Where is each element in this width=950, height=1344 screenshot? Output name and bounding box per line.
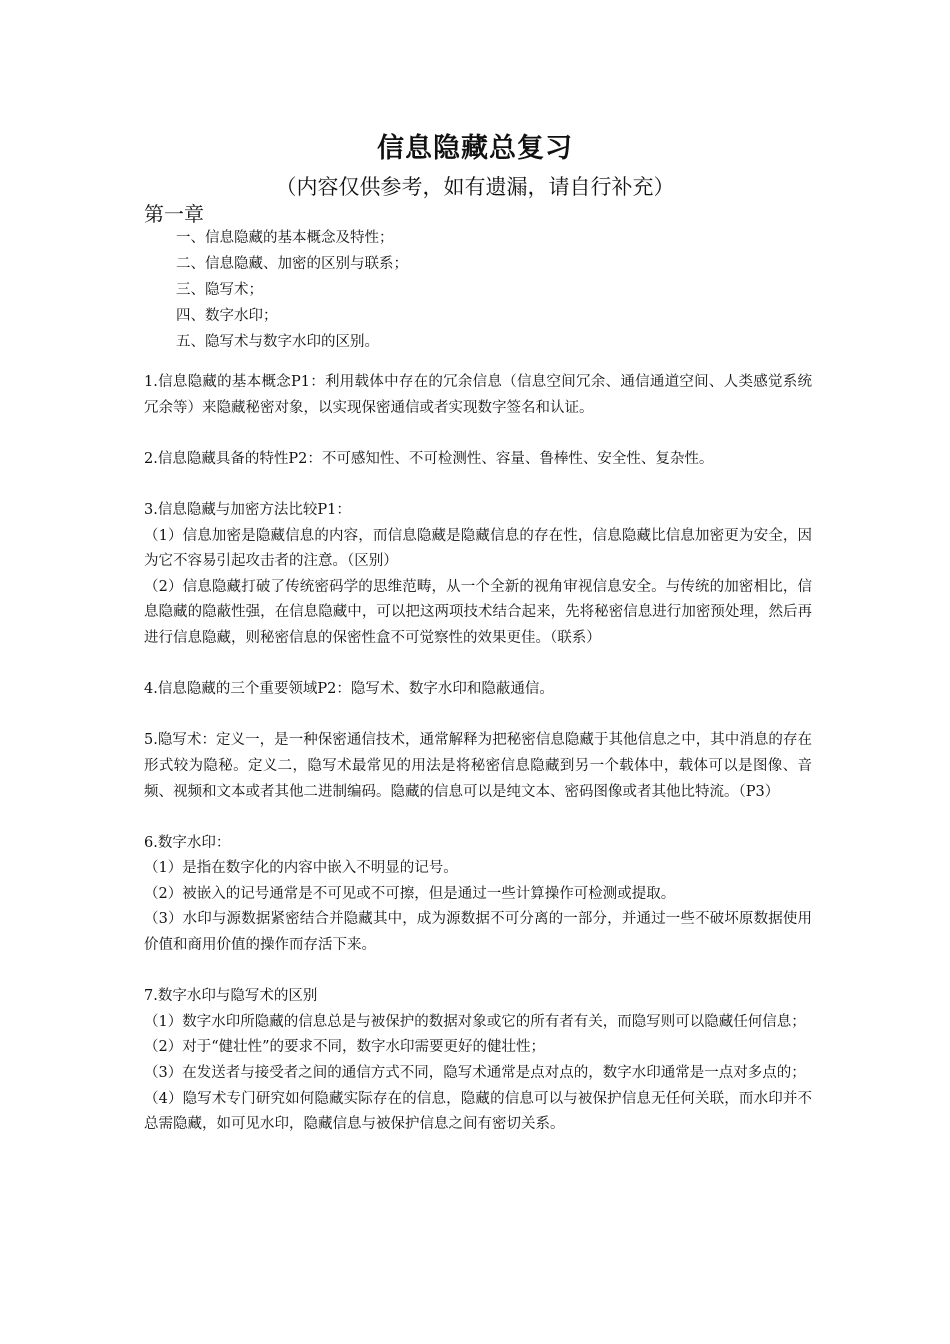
section-7-point-2: （2）对于“健壮性”的要求不同，数字水印需要更好的健壮性； — [144, 1039, 546, 1056]
outline-item: 二、信息隐藏、加密的区别与联系； — [176, 256, 408, 272]
document-title: 信息隐藏总复习 — [377, 133, 573, 164]
section-1-paragraph: 1.信息隐藏的基本概念P1：利用载体中存在的冗余信息（信息空间冗余、通信通道空间、人类感觉系统冗余等）来隐藏秘密对象，以实现保密通信或者实现数字签名和认证。 — [144, 374, 812, 416]
outline-item: 五、隐写术与数字水印的区别。 — [176, 334, 379, 350]
chapter-outline — [176, 225, 408, 355]
section-5-paragraph: 5.隐写术：定义一，是一种保密通信技术，通常解释为把秘密信息隐藏于其他信息之中，其中消息的存在形式较为隐秘。定义二，隐写术最常见的用法是将秘密信息隐藏到另一个载体中，载体可以是图像、音频、视频和文本或者其他二进制编码。隐藏的信息可以是纯文本、密码图像或者其他比特流。（P3） — [144, 732, 812, 800]
section-7-point-1: （1）数字水印所隐藏的信息总是与被保护的数据对象或它的所有者有关，而隐写则可以隐藏任何信息； — [144, 1013, 806, 1030]
section-6-point-1: （1）是指在数字化的内容中嵌入不明显的记号。 — [144, 860, 458, 877]
outline-item: 四、数字水印； — [176, 308, 278, 324]
section-7-point-4: （4）隐写术专门研究如何隐藏实际存在的信息，隐藏的信息可以与被保护信息无任何关联，而水印并不总需隐藏，如可见水印，隐藏信息与被保护信息之间有密切关系。 — [144, 1090, 812, 1133]
outline-item: 一、信息隐藏的基本概念及特性； — [176, 230, 394, 246]
section-2-paragraph: 2.信息隐藏具备的特性P2：不可感知性、不可检测性、容量、鲁棒性、安全性、复杂性。 — [144, 450, 714, 467]
section-6-point-2: （2）被嵌入的记号通常是不可见或不可擦，但是通过一些计算操作可检测或提取。 — [144, 885, 676, 902]
document-body — [144, 370, 812, 1138]
section-6-point-3: （3）水印与源数据紧密结合并隐藏其中，成为源数据不可分离的一部分，并通过一些不破坏原数据使用价值和商用价值的操作而存活下来。 — [144, 911, 812, 954]
section-3-point-2: （2）信息隐藏打破了传统密码学的思维范畴，从一个全新的视角审视信息安全。与传统的加密相比，信息隐藏的隐蔽性强，在信息隐藏中，可以把这两项技术结合起来，先将秘密信息进行加密预处理，然后再进行信息隐藏，则秘密信息的保密性盒不可觉察性的效果更佳。（联系） — [144, 578, 812, 646]
section-4-paragraph: 4.信息隐藏的三个重要领域P2：隐写术、数字水印和隐蔽通信。 — [144, 681, 554, 698]
section-3-point-1: （1）信息加密是隐藏信息的内容，而信息隐藏是隐藏信息的存在性，信息隐藏比信息加密更为安全，因为它不容易引起攻击者的注意。（区别） — [144, 527, 812, 570]
section-3-heading: 3.信息隐藏与加密方法比较P1： — [144, 501, 351, 518]
document-subtitle: （内容仅供参考，如有遗漏，请自行补充） — [275, 175, 675, 199]
section-7-point-3: （3）在发送者与接受者之间的通信方式不同，隐写术通常是点对点的，数字水印通常是一点对多点的； — [144, 1065, 806, 1082]
outline-item: 三、隐写术； — [176, 282, 263, 298]
section-6-heading: 6.数字水印： — [144, 834, 231, 851]
section-7-heading: 7.数字水印与隐写术的区别 — [144, 988, 318, 1005]
chapter-heading: 第一章 — [144, 202, 204, 226]
